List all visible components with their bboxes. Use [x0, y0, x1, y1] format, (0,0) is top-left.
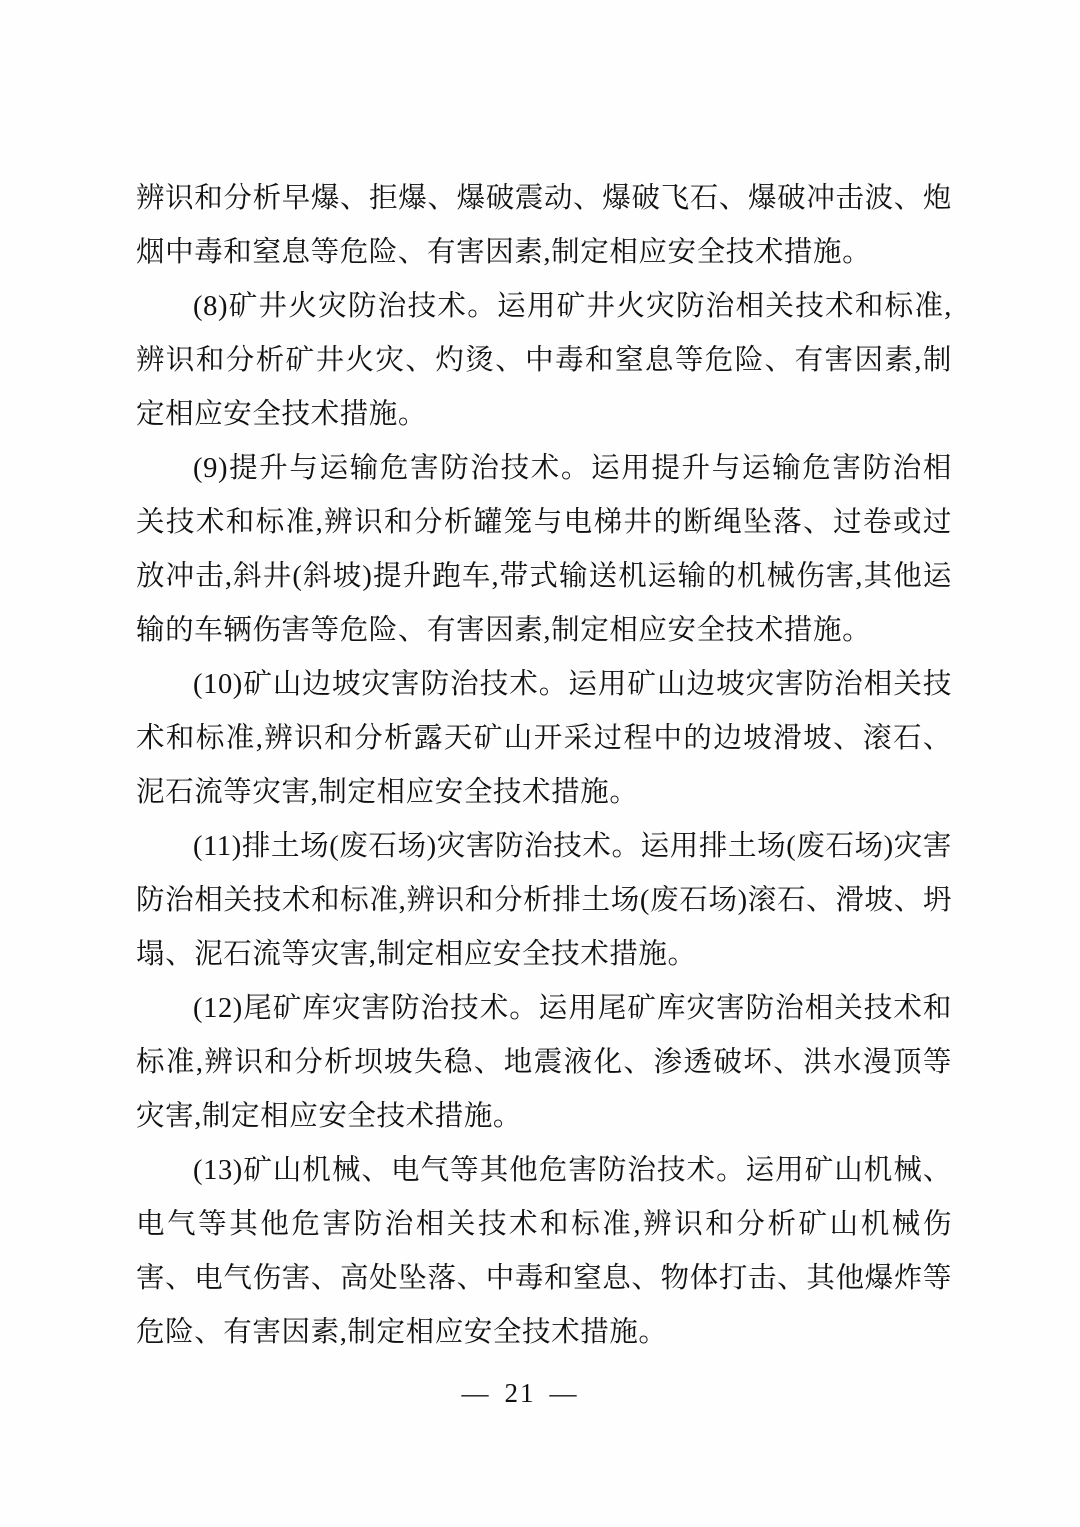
paragraph-continued-blasting: 辨识和分析早爆、拒爆、爆破震动、爆破飞石、爆破冲击波、炮烟中毒和窒息等危险、有害因素,制定相应安全技术措施。 — [136, 183, 952, 268]
document-body — [136, 172, 952, 1360]
page-number — [0, 1378, 1080, 1409]
page-number-dash-right: — — [549, 1378, 579, 1408]
paragraph-item-12: (12)尾矿库灾害防治技术。运用尾矿库灾害防治相关技术和标准,辨识和分析坝坡失稳、地震液化、渗透破坏、洪水漫顶等灾害,制定相应安全技术措施。 — [136, 993, 952, 1132]
page-number-value: 21 — [504, 1378, 536, 1408]
paragraph-item-10: (10)矿山边坡灾害防治技术。运用矿山边坡灾害防治相关技术和标准,辨识和分析露天矿山开采过程中的边坡滑坡、滚石、泥石流等灾害,制定相应安全技术措施。 — [136, 669, 952, 808]
paragraph-item-8: (8)矿井火灾防治技术。运用矿井火灾防治相关技术和标准,辨识和分析矿井火灾、灼烫、中毒和窒息等危险、有害因素,制定相应安全技术措施。 — [136, 291, 952, 430]
paragraph-item-11: (11)排土场(废石场)灾害防治技术。运用排土场(废石场)灾害防治相关技术和标准,辨识和分析排土场(废石场)滚石、滑坡、坍塌、泥石流等灾害,制定相应安全技术措施。 — [136, 831, 952, 970]
paragraph-item-9: (9)提升与运输危害防治技术。运用提升与运输危害防治相关技术和标准,辨识和分析罐笼与电梯井的断绳坠落、过卷或过放冲击,斜井(斜坡)提升跑车,带式输送机运输的机械伤害,其他运输的车辆伤害等危险、有害因素,制定相应安全技术措施。 — [136, 453, 952, 646]
page-number-dash-left: — — [461, 1378, 491, 1408]
paragraph-item-13: (13)矿山机械、电气等其他危害防治技术。运用矿山机械、电气等其他危害防治相关技术和标准,辨识和分析矿山机械伤害、电气伤害、高处坠落、中毒和窒息、物体打击、其他爆炸等危险、有害因素,制定相应安全技术措施。 — [136, 1155, 952, 1348]
